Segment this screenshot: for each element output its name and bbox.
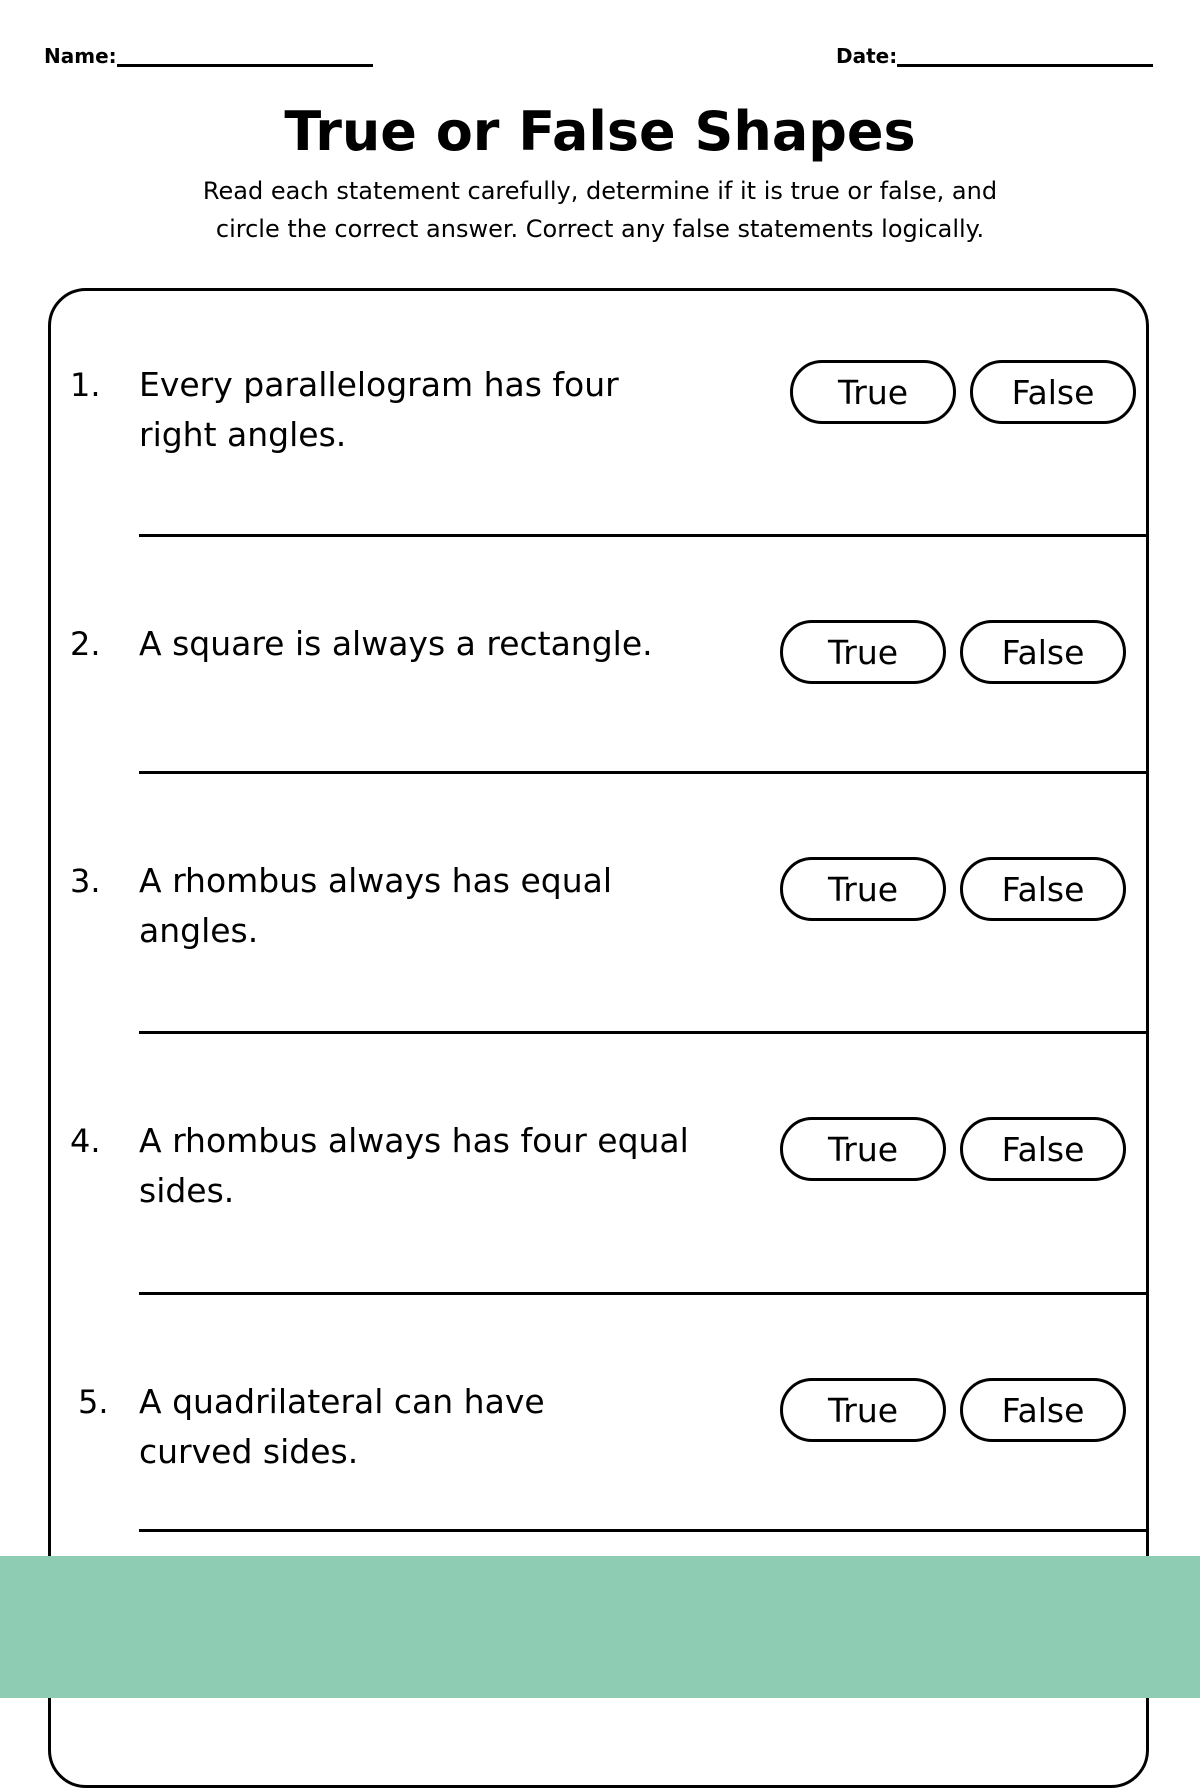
question-number: 5. <box>78 1383 109 1421</box>
true-option[interactable]: True <box>780 620 946 684</box>
question-text: A rhombus always has equal angles. <box>139 861 613 950</box>
date-input-line[interactable] <box>897 44 1153 67</box>
page-title: True or False Shapes <box>284 100 916 163</box>
false-option[interactable]: False <box>960 857 1126 921</box>
answer-line[interactable] <box>139 771 1149 774</box>
instructions-line-2: circle the correct answer. Correct any false statements logically. <box>215 215 985 243</box>
question-text: A quadrilateral can have curved sides. <box>139 1382 545 1471</box>
date-field[interactable] <box>836 44 1153 67</box>
name-input-line[interactable] <box>117 44 373 67</box>
question-text: A rhombus always has four equal sides. <box>139 1121 689 1210</box>
question-number: 4. <box>70 1122 101 1160</box>
date-label: Date: <box>836 44 898 68</box>
question-number: 3. <box>70 862 101 900</box>
answer-line[interactable] <box>139 1292 1149 1295</box>
question-number: 2. <box>70 625 101 663</box>
answer-line[interactable] <box>139 1031 1149 1034</box>
question-text: A square is always a rectangle. <box>139 624 653 663</box>
instructions-line-1: Read each statement carefully, determine if it is true or false, and <box>202 177 998 205</box>
name-label: Name: <box>44 44 117 68</box>
instructions <box>0 172 1200 248</box>
answer-line[interactable] <box>139 534 1149 537</box>
true-option[interactable]: True <box>780 1117 946 1181</box>
false-option[interactable]: False <box>960 1117 1126 1181</box>
question-text: Every parallelogram has four right angles. <box>139 365 619 454</box>
answer-line[interactable] <box>139 1529 1149 1532</box>
true-option[interactable]: True <box>780 1378 946 1442</box>
footer-band <box>0 1556 1200 1698</box>
name-field[interactable] <box>44 44 373 67</box>
true-option[interactable]: True <box>780 857 946 921</box>
false-option[interactable]: False <box>970 360 1136 424</box>
question-number: 1. <box>70 366 101 404</box>
true-option[interactable]: True <box>790 360 956 424</box>
false-option[interactable]: False <box>960 620 1126 684</box>
false-option[interactable]: False <box>960 1378 1126 1442</box>
